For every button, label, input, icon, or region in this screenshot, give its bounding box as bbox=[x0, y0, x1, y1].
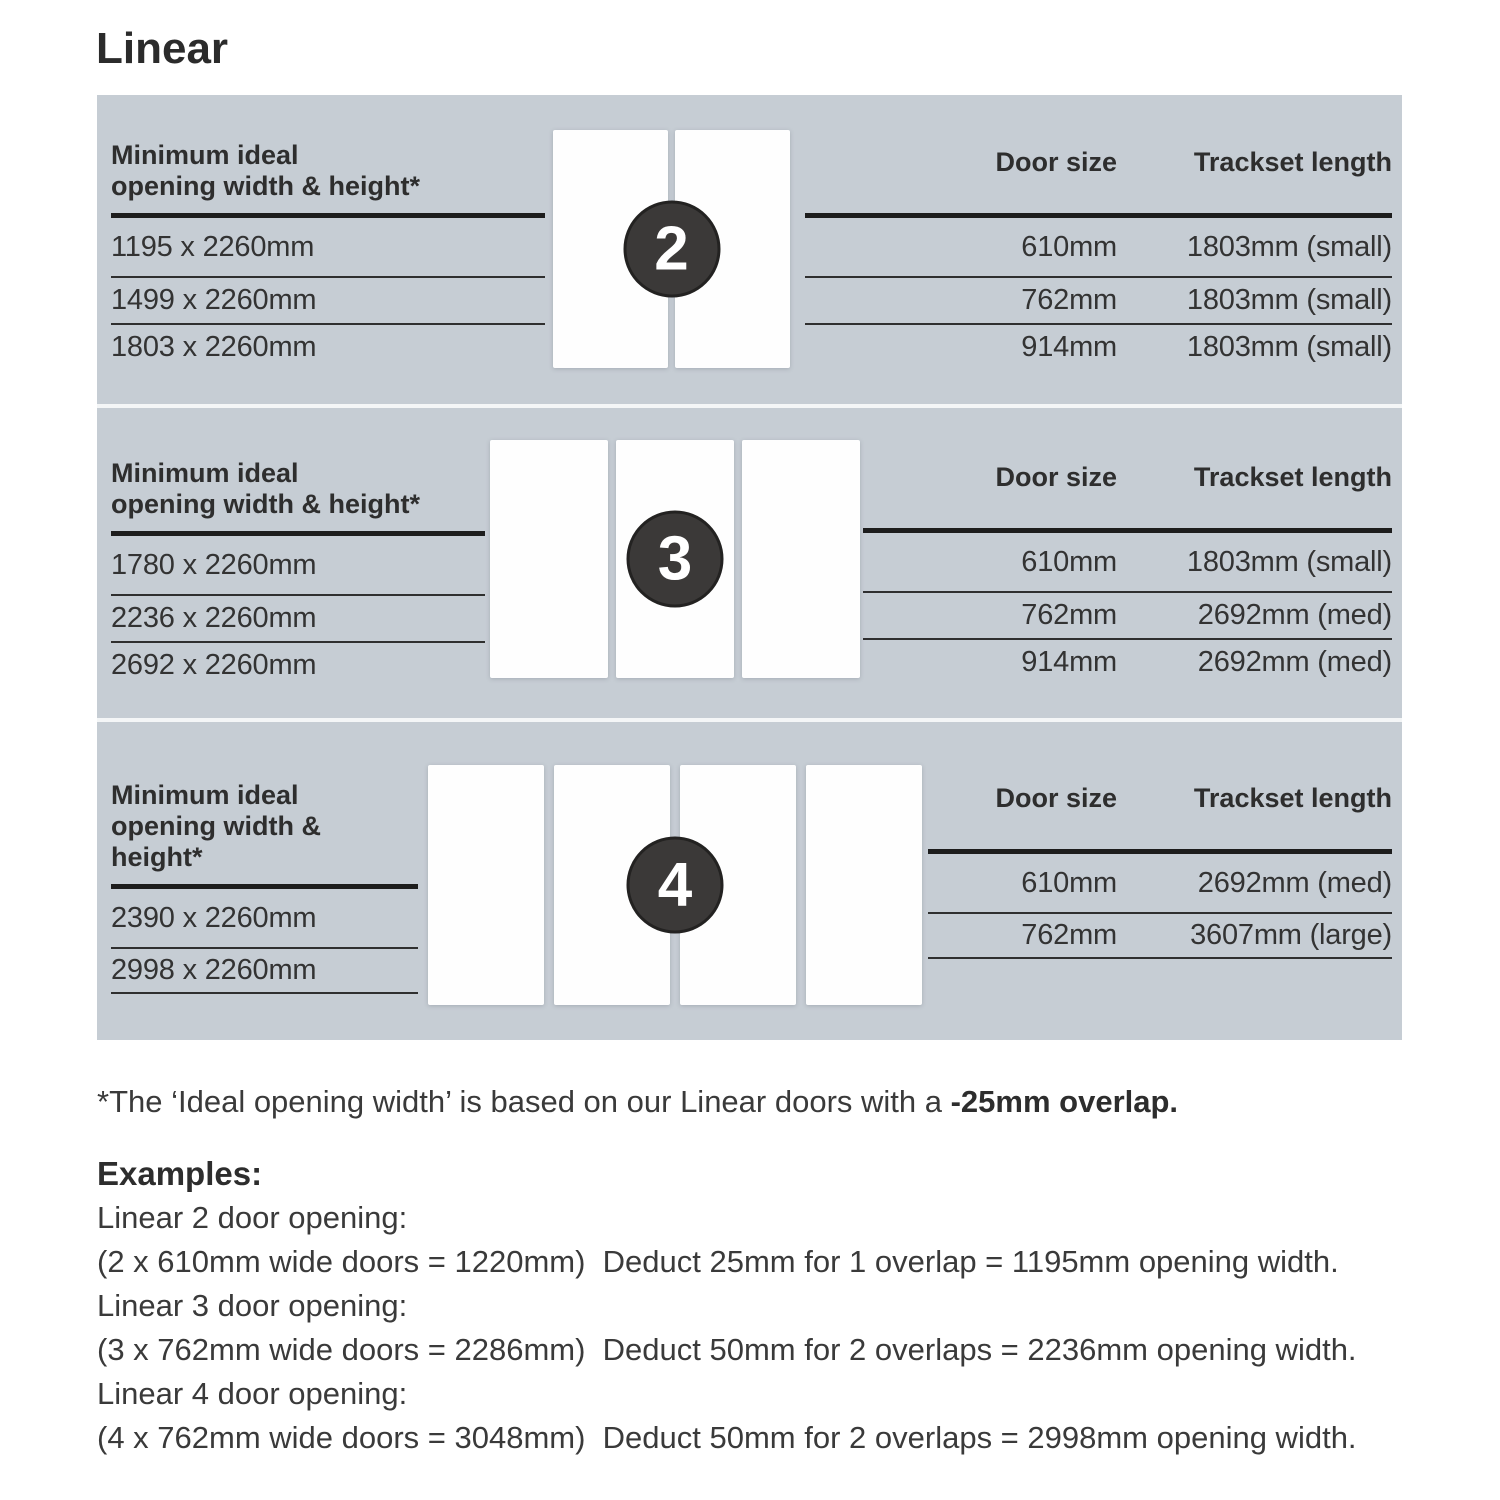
section-3-door bbox=[97, 408, 1402, 718]
opening-size-value: 1499 x 2260mm bbox=[111, 284, 317, 316]
min-opening-header bbox=[111, 458, 485, 536]
trackset-length-header: Trackset length bbox=[1193, 462, 1392, 492]
trackset-length-value: 2692mm (med) bbox=[1197, 599, 1392, 631]
table-row bbox=[111, 536, 485, 594]
example-line: (2 x 610mm wide doors = 1220mm) Deduct 25mm for 1 overlap = 1195mm opening width. bbox=[97, 1244, 1339, 1279]
min-opening-header-line1: Minimum ideal bbox=[111, 780, 299, 810]
table-row bbox=[928, 854, 1392, 912]
door-size-value: 610mm bbox=[1021, 230, 1117, 263]
table-row bbox=[111, 218, 545, 276]
min-opening-table bbox=[111, 458, 485, 688]
trackset-length-header: Trackset length bbox=[1193, 147, 1392, 177]
min-opening-header-line2: opening width & height* bbox=[111, 171, 420, 201]
trackset-length-value: 2692mm (med) bbox=[1197, 646, 1392, 678]
table-row bbox=[805, 218, 1392, 276]
section-4-door bbox=[97, 722, 1402, 1040]
door-diagram-2 bbox=[553, 130, 790, 368]
min-opening-header bbox=[111, 780, 418, 889]
min-opening-header-line2: opening width & height* bbox=[111, 811, 321, 872]
door-size-table bbox=[928, 783, 1392, 959]
min-opening-header-line1: Minimum ideal bbox=[111, 140, 299, 170]
door-size-table-header bbox=[928, 783, 1392, 854]
door-size-value: 914mm bbox=[1021, 331, 1117, 363]
door-panel bbox=[428, 765, 544, 1005]
trackset-length-value: 1803mm (small) bbox=[1186, 545, 1392, 578]
trackset-length-value: 2692mm (med) bbox=[1197, 866, 1392, 899]
table-row bbox=[863, 591, 1392, 638]
opening-size-value: 1803 x 2260mm bbox=[111, 331, 317, 363]
opening-size-value: 1195 x 2260mm bbox=[111, 230, 315, 263]
door-size-header: Door size bbox=[995, 462, 1117, 492]
door-count-badge: 3 bbox=[627, 511, 724, 608]
door-size-header: Door size bbox=[995, 147, 1117, 177]
door-size-header: Door size bbox=[995, 783, 1117, 813]
door-size-value: 762mm bbox=[1021, 284, 1117, 316]
table-row bbox=[805, 323, 1392, 370]
door-count-badge: 2 bbox=[623, 201, 720, 298]
door-size-value: 762mm bbox=[1021, 599, 1117, 631]
table-row bbox=[863, 533, 1392, 591]
door-size-table bbox=[805, 147, 1392, 370]
opening-size-value: 2236 x 2260mm bbox=[111, 602, 317, 634]
door-panel bbox=[806, 765, 922, 1005]
door-size-table-header bbox=[805, 147, 1392, 218]
trackset-length-value: 1803mm (small) bbox=[1186, 331, 1392, 363]
table-row bbox=[863, 638, 1392, 685]
trackset-length-header: Trackset length bbox=[1193, 783, 1392, 813]
linear-sizing-panel bbox=[97, 95, 1402, 1040]
min-opening-table bbox=[111, 780, 418, 994]
example-line: (4 x 762mm wide doors = 3048mm) Deduct 50mm for 2 overlaps = 2998mm opening width. bbox=[97, 1420, 1357, 1455]
trackset-length-value: 1803mm (small) bbox=[1186, 230, 1392, 263]
table-row bbox=[928, 912, 1392, 959]
door-diagram-3 bbox=[490, 440, 860, 678]
min-opening-table bbox=[111, 140, 545, 370]
door-size-value: 610mm bbox=[1021, 545, 1117, 578]
table-row bbox=[111, 889, 418, 947]
section-2-door bbox=[97, 95, 1402, 404]
min-opening-header bbox=[111, 140, 545, 218]
table-row bbox=[805, 276, 1392, 323]
footnote-bold-text: -25mm overlap. bbox=[950, 1084, 1179, 1119]
door-size-value: 914mm bbox=[1021, 646, 1117, 678]
table-row bbox=[111, 641, 485, 688]
table-row bbox=[111, 276, 545, 323]
trackset-length-value: 1803mm (small) bbox=[1186, 284, 1392, 316]
table-row bbox=[111, 947, 418, 994]
opening-size-value: 1780 x 2260mm bbox=[111, 548, 317, 581]
min-opening-header-line2: opening width & height* bbox=[111, 489, 420, 519]
door-size-table-header bbox=[863, 462, 1392, 533]
footnote-text: *The ‘Ideal opening width’ is based on our Linear doors with a bbox=[97, 1084, 951, 1119]
door-panel bbox=[490, 440, 608, 678]
example-line: Linear 2 door opening: bbox=[97, 1200, 408, 1235]
opening-size-value: 2390 x 2260mm bbox=[111, 901, 317, 934]
door-panel bbox=[742, 440, 860, 678]
door-size-table bbox=[863, 462, 1392, 685]
table-row bbox=[111, 323, 545, 370]
example-line: Linear 3 door opening: bbox=[97, 1288, 408, 1323]
table-row bbox=[111, 594, 485, 641]
page-title: Linear bbox=[96, 24, 229, 73]
example-line: (3 x 762mm wide doors = 2286mm) Deduct 50mm for 2 overlaps = 2236mm opening width. bbox=[97, 1332, 1357, 1367]
examples-heading: Examples: bbox=[97, 1155, 263, 1192]
opening-size-value: 2998 x 2260mm bbox=[111, 954, 317, 986]
trackset-length-value: 3607mm (large) bbox=[1190, 919, 1392, 951]
door-diagram-4 bbox=[428, 765, 922, 1005]
min-opening-header-line1: Minimum ideal bbox=[111, 458, 299, 488]
footnote bbox=[97, 1080, 1178, 1124]
examples-block bbox=[97, 1152, 1357, 1460]
door-size-value: 762mm bbox=[1021, 919, 1117, 951]
example-line: Linear 4 door opening: bbox=[97, 1376, 408, 1411]
door-size-value: 610mm bbox=[1021, 866, 1117, 899]
opening-size-value: 2692 x 2260mm bbox=[111, 649, 317, 681]
door-count-badge: 4 bbox=[627, 837, 724, 934]
